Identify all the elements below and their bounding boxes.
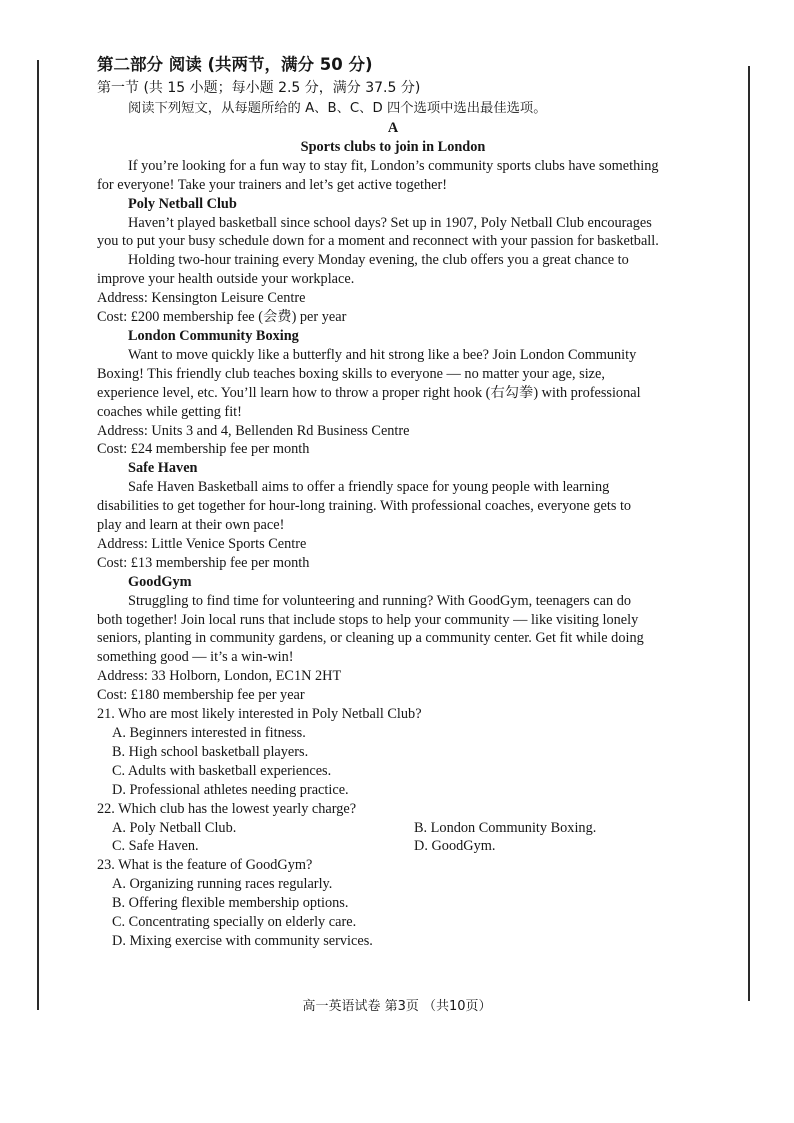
club-name: London Community Boxing: [128, 327, 299, 344]
club-text-line: play and learn at their own pace!: [97, 517, 285, 534]
club-text-line: Want to move quickly like a butterfly and hit strong like a bee? Join London Community: [128, 346, 637, 363]
answer-option: C. Concentrating specially on elderly care.: [112, 914, 357, 931]
club-name: GoodGym: [128, 573, 192, 590]
club-text-line: experience level, etc. You’ll learn how to throw a proper right hook (右勾拳) with professional: [97, 384, 641, 401]
club-address: Address: Kensington Leisure Centre: [97, 290, 306, 307]
left-margin-line: [37, 60, 39, 1010]
club-text-line: Holding two-hour training every Monday evening, the club offers you a great chance to: [128, 252, 629, 269]
answer-option: D. Professional athletes needing practice.: [112, 781, 349, 798]
club-text-line: something good — it’s a win-win!: [97, 649, 294, 666]
intro-line: If you’re looking for a fun way to stay fit, London’s community sports clubs have something: [128, 157, 659, 174]
question-stem: 21. Who are most likely interested in Poly Netball Club?: [97, 706, 422, 723]
part-title: 第二部分 阅读 (共两节，满分 50 分): [97, 55, 373, 74]
option-row: [97, 837, 689, 856]
answer-option: D. GoodGym.: [414, 838, 496, 855]
club-name: Poly Netball Club: [128, 195, 237, 212]
right-margin-line: [748, 66, 750, 1001]
passage-label: A: [387, 120, 399, 136]
club-text-line: you to put your busy schedule down for a moment and reconnect with your passion for basketball.: [97, 233, 659, 250]
instruction: 阅读下列短文，从每题所给的 A、B、C、D 四个选项中选出最佳选项。: [128, 101, 547, 116]
club-text-line: Struggling to find time for volunteering and running? With GoodGym, teenagers can do: [128, 592, 632, 609]
club-text-line: seniors, planting in community gardens, or cleaning up a community center. Get fit while doing: [97, 630, 644, 647]
answer-option: A. Organizing running races regularly.: [112, 876, 333, 893]
question-stem: 22. Which club has the lowest yearly charge?: [97, 800, 357, 817]
answer-option: C. Safe Haven.: [112, 838, 199, 855]
club-address: Address: Little Venice Sports Centre: [97, 535, 307, 552]
passage-title: Sports clubs to join in London: [300, 138, 486, 155]
answer-option: A. Poly Netball Club.: [112, 819, 237, 836]
club-text-line: Boxing! This friendly club teaches boxing skills to everyone — no matter your age, size,: [97, 365, 605, 382]
club-text-line: coaches while getting fit!: [97, 403, 242, 420]
answer-option: D. Mixing exercise with community services.: [112, 932, 373, 949]
club-text-line: improve your health outside your workplace.: [97, 271, 355, 288]
club-address: Address: Units 3 and 4, Bellenden Rd Business Centre: [97, 422, 410, 439]
answer-option: B. London Community Boxing.: [414, 819, 597, 836]
club-text-line: Safe Haven Basketball aims to offer a friendly space for young people with learning: [128, 479, 610, 496]
exam-page: [97, 53, 689, 951]
club-name: Safe Haven: [128, 460, 198, 477]
answer-option: C. Adults with basketball experiences.: [112, 762, 332, 779]
club-address: Address: 33 Holborn, London, EC1N 2HT: [97, 668, 342, 685]
page-footer: 高一英语试卷 第3页 （共10页）: [302, 999, 492, 1014]
club-cost: Cost: £200 membership fee (会费) per year: [97, 309, 347, 326]
option-row: [97, 819, 689, 838]
club-cost: Cost: £13 membership fee per month: [97, 554, 310, 571]
intro-line: for everyone! Take your trainers and let’s get active together!: [97, 176, 448, 193]
section-title: 第一节 (共 15 小题；每小题 2.5 分，满分 37.5 分): [97, 80, 421, 96]
club-cost: Cost: £24 membership fee per month: [97, 441, 310, 458]
club-text-line: Haven’t played basketball since school days? Set up in 1907, Poly Netball Club encourages: [128, 214, 652, 231]
answer-option: A. Beginners interested in fitness.: [112, 725, 306, 741]
question-stem: 23. What is the feature of GoodGym?: [97, 857, 313, 874]
answer-option: B. High school basketball players.: [112, 743, 309, 760]
club-text-line: both together! Join local runs that include stops to help your community — like visiting lonely: [97, 611, 639, 628]
club-cost: Cost: £180 membership fee per year: [97, 687, 305, 704]
answer-option: B. Offering flexible membership options.: [112, 895, 349, 912]
club-text-line: disabilities to get together for hour-long training. With professional coaches, everyone gets to: [97, 498, 632, 515]
